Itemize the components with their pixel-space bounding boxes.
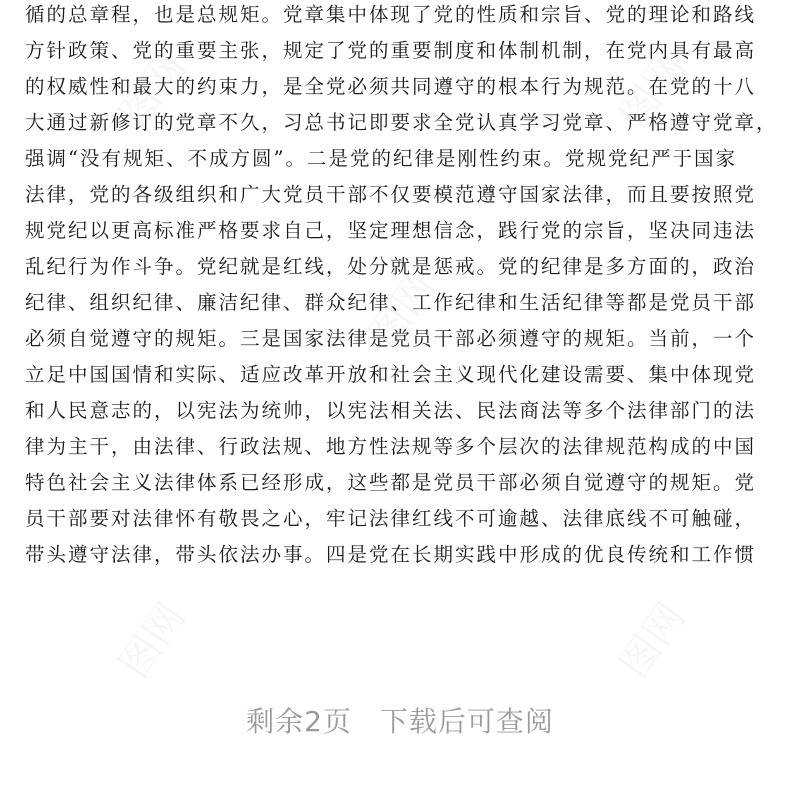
remaining-pages-label: 剩余2页: [246, 705, 352, 738]
text-line: 特色社会主义法律体系已经形成，这些都是党员干部必须自觉遵守的规矩。党: [25, 471, 757, 494]
document-body: [25, 0, 785, 573]
text-line: 法律，党的各级组织和广大党员干部不仅要模范遵守国家法律，而且要按照党: [25, 183, 757, 206]
text-line: 乱纪行为作斗争。党纪就是红线，处分就是惩戒。党的纪律是多方面的，政治: [25, 255, 757, 278]
download-prompt[interactable]: [0, 700, 800, 740]
text-line: 律为主干，由法律、行政法规、地方性法规等多个层次的法律规范构成的中国: [25, 435, 757, 458]
watermark: [104, 589, 197, 687]
download-label: 下载后可查阅: [379, 705, 554, 738]
text-line: 带头遵守法律，带头依法办事。四是党在长期实践中形成的优良传统和工作惯: [25, 543, 757, 566]
text-line: 纪律、组织纪律、廉洁纪律、群众纪律、工作纪律和生活纪律等都是党员干部: [25, 291, 757, 314]
text-line: 必须自觉遵守的规矩。三是国家法律是党员干部必须遵守的规矩。当前，一个: [25, 327, 757, 350]
text-line: 大通过新修订的党章不久，习总书记即要求全党认真学习党章、严格遵守党章，: [25, 111, 778, 134]
text-line: 循的总章程，也是总规矩。党章集中体现了党的性质和宗旨、党的理论和路线: [25, 3, 757, 26]
text-line: 立足中国国情和实际、适应改革开放和社会主义现代化建设需要、集中体现党: [25, 363, 757, 386]
text-line: 规党纪以更高标准严格要求自己，坚定理想信念，践行党的宗旨，坚决同违法: [25, 219, 757, 242]
text-line: 员干部要对法律怀有敬畏之心，牢记法律红线不可逾越、法律底线不可触碰，: [25, 507, 757, 530]
text-line: 和人民意志的，以宪法为统帅，以宪法相关法、民法商法等多个法律部门的法: [25, 399, 757, 422]
watermark: [604, 589, 697, 687]
text-line: 的权威性和最大的约束力，是全党必须共同遵守的根本行为规范。在党的十八: [25, 75, 757, 98]
text-line: 强调“没有规矩、不成方圆”。二是党的纪律是刚性约束。党规党纪严于国家: [25, 147, 737, 170]
text-line: 方针政策、党的重要主张，规定了党的重要制度和体制机制，在党内具有最高: [25, 39, 757, 62]
